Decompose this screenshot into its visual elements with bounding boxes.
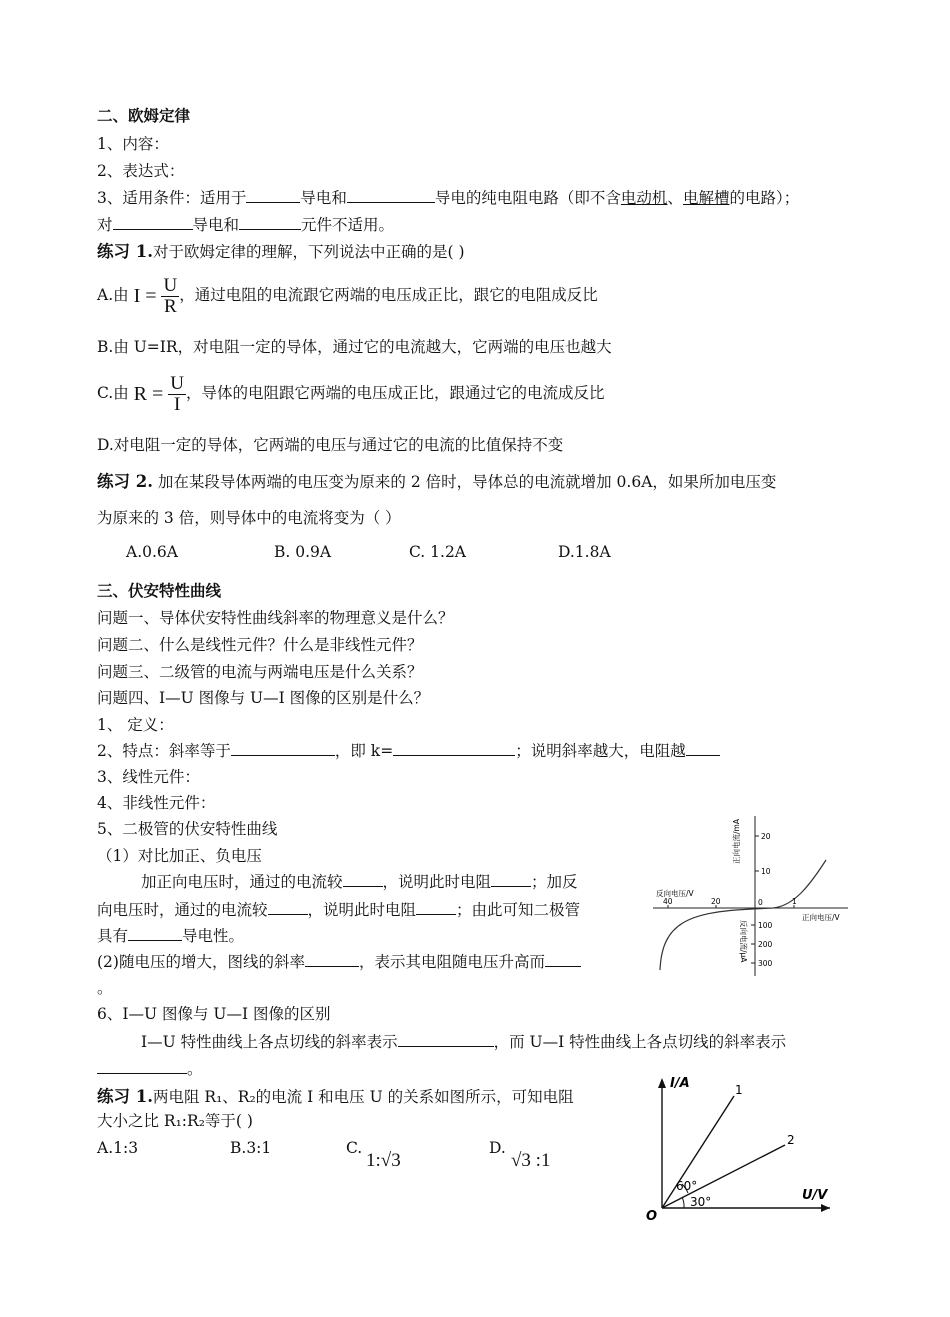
s2-line1: 1、内容： <box>97 135 169 153</box>
s2-line2: 2、表达式： <box>97 162 185 180</box>
s3-point5-line3: 向电压时，通过的电流较 ，说明此时电阻 ；由此可知二极管 <box>97 901 581 919</box>
line-2-label: 2 <box>787 1133 795 1147</box>
s3-point5-sub1: （1）对比加正、负电压 <box>97 847 262 865</box>
x-label-left: 反向电压/V <box>656 889 694 898</box>
s3-point6-line2: 。 <box>97 1057 203 1079</box>
s3-point2: 2、特点：斜率等于 ，即 k= ；说明斜率越大，电阻越 <box>97 739 720 761</box>
ex2-option-d: D.1.8A <box>558 543 611 561</box>
angle-60-label: 60° <box>676 1179 698 1193</box>
svg-text:200: 200 <box>758 940 773 949</box>
line-1 <box>662 1096 734 1208</box>
s3-point5-line4: 具有 导电性。 <box>97 927 245 945</box>
ex2-question-line1: 练习 2. 加在某段导体两端的电压变为原来的 2 倍时，导体总的电流就增加 0.6A，如果所加电压变 <box>97 472 777 491</box>
s3-point6: 6、I—U 图像与 U—I 图像的区别 <box>97 1005 331 1023</box>
line-1-label: 1 <box>735 1083 743 1097</box>
ex1-option-a: A.由 I = $\frac{U}{R}$ ，通过电阻的电流跟它两端的电压成正比，跟它的电阻成反比 <box>97 274 598 317</box>
diode-characteristic-graph <box>648 808 860 980</box>
ex3-option-b: B.3:1 <box>230 1139 272 1157</box>
s3-question3: 问题三、二级管的电流与两端电压是什么关系？ <box>97 663 423 681</box>
s3-point4: 4、非线性元件： <box>97 794 216 812</box>
blank <box>239 215 301 230</box>
ex1-question: 练习 1.对于欧姆定律的理解，下列说法中正确的是( ) <box>97 242 465 261</box>
blank <box>491 872 531 887</box>
ex3-option-c-math: 1:√3 <box>366 1150 401 1171</box>
s3-point6-line1: I—U 特性曲线上各点切线的斜率表示 ，而 U—I 特性曲线上各点切线的斜率表示 <box>141 1033 787 1051</box>
y-label-top: 正向电流/mA <box>732 819 741 864</box>
s3-point1: 1、 定义： <box>97 716 174 734</box>
x-label-right: 正向电压/V <box>802 913 840 922</box>
fraction: $\frac{U}{I}$ <box>170 372 184 415</box>
ex3-option-c-label: C. <box>346 1139 363 1157</box>
blank <box>393 741 515 756</box>
s3-point5-line2: 加正向电压时，通过的电流较 ，说明此时电阻 ；加反 <box>141 873 578 891</box>
svg-text:1: 1 <box>792 897 797 906</box>
ex3-option-d-label: D. <box>489 1139 506 1157</box>
line-2 <box>662 1145 785 1208</box>
ex2-option-c: C. 1.2A <box>409 543 467 561</box>
blank <box>246 188 300 203</box>
blank <box>347 188 435 203</box>
ex3-option-d-math: √3 :1 <box>511 1150 551 1171</box>
s2-line4: 对 导电和 元件不适用。 <box>97 216 395 234</box>
iu-graph <box>640 1072 840 1222</box>
y-label-bottom: 反向电流/μA <box>739 920 748 963</box>
s3-question2: 问题二、什么是线性元件？什么是非线性元件？ <box>97 636 423 654</box>
section2-title: 二、欧姆定律 <box>97 106 191 125</box>
blank <box>305 952 359 967</box>
x-axis-arrow <box>821 1204 830 1212</box>
svg-text:40: 40 <box>663 897 673 906</box>
s3-question4: 问题四、I—U 图像与 U—I 图像的区别是什么？ <box>97 689 430 707</box>
angle-30-label: 30° <box>690 1195 712 1209</box>
ex2-option-b: B. 0.9A <box>274 543 332 561</box>
s3-point5-line5: (2)随电压的增大，图线的斜率 ，表示其电阻随电压升高而 <box>97 950 581 972</box>
blank <box>128 926 182 941</box>
fraction: $\frac{U}{R}$ <box>163 274 178 317</box>
ex2-question-line2: 为原来的 3 倍，则导体中的电流将变为（ ） <box>97 509 401 527</box>
x-axis-label: U/V <box>802 1188 828 1203</box>
s3-point3: 3、线性元件： <box>97 768 200 786</box>
s2-line3: 3、适用条件：适用于 导电和 导电的纯电阻电路（即不含电动机、电解槽的电路）； <box>97 189 800 207</box>
svg-text:20: 20 <box>761 832 771 841</box>
svg-text:10: 10 <box>761 867 771 876</box>
blank <box>343 872 383 887</box>
blank <box>231 741 335 756</box>
blank <box>686 741 720 756</box>
origin-label: O <box>646 1209 658 1222</box>
ex3-question-line1: 练习 1.两电阻 R₁、R₂的电流 I 和电压 U 的关系如图所示，可知电阻 <box>97 1087 574 1106</box>
blank <box>268 900 308 915</box>
svg-text:300: 300 <box>758 959 773 968</box>
svg-text:20: 20 <box>711 897 721 906</box>
ex1-option-c: C.由 R = $\frac{U}{I}$ ，导体的电阻跟它两端的电压成正比，跟通过它的电流成反比 <box>97 372 605 415</box>
s3-point5-line6: 。 <box>97 979 113 997</box>
ex1-option-b: B.由 U=IR，对电阻一定的导体，通过它的电流越大，它两端的电压也越大 <box>97 338 612 356</box>
blank <box>416 900 456 915</box>
section3-title: 三、伏安特性曲线 <box>97 581 222 600</box>
ex3-option-a: A.1:3 <box>97 1139 139 1157</box>
s3-point5: 5、二极管的伏安特性曲线 <box>97 820 278 838</box>
blank <box>398 1032 494 1047</box>
angle-arc-2 <box>682 1197 684 1208</box>
svg-text:100: 100 <box>758 921 773 930</box>
y-axis-arrow <box>658 1078 666 1088</box>
blank <box>113 215 193 230</box>
blank <box>545 952 581 967</box>
y-axis-label: I/A <box>670 1076 690 1091</box>
ex1-option-d: D.对电阻一定的导体，它两端的电压与通过它的电流的比值保持不变 <box>97 436 564 454</box>
ex3-question-line2: 大小之比 R₁:R₂等于( ) <box>97 1112 253 1130</box>
ex2-option-a: A.0.6A <box>126 543 178 561</box>
s3-question1: 问题一、导体伏安特性曲线斜率的物理意义是什么？ <box>97 609 454 627</box>
svg-text:0: 0 <box>758 898 763 907</box>
blank <box>97 1059 187 1074</box>
